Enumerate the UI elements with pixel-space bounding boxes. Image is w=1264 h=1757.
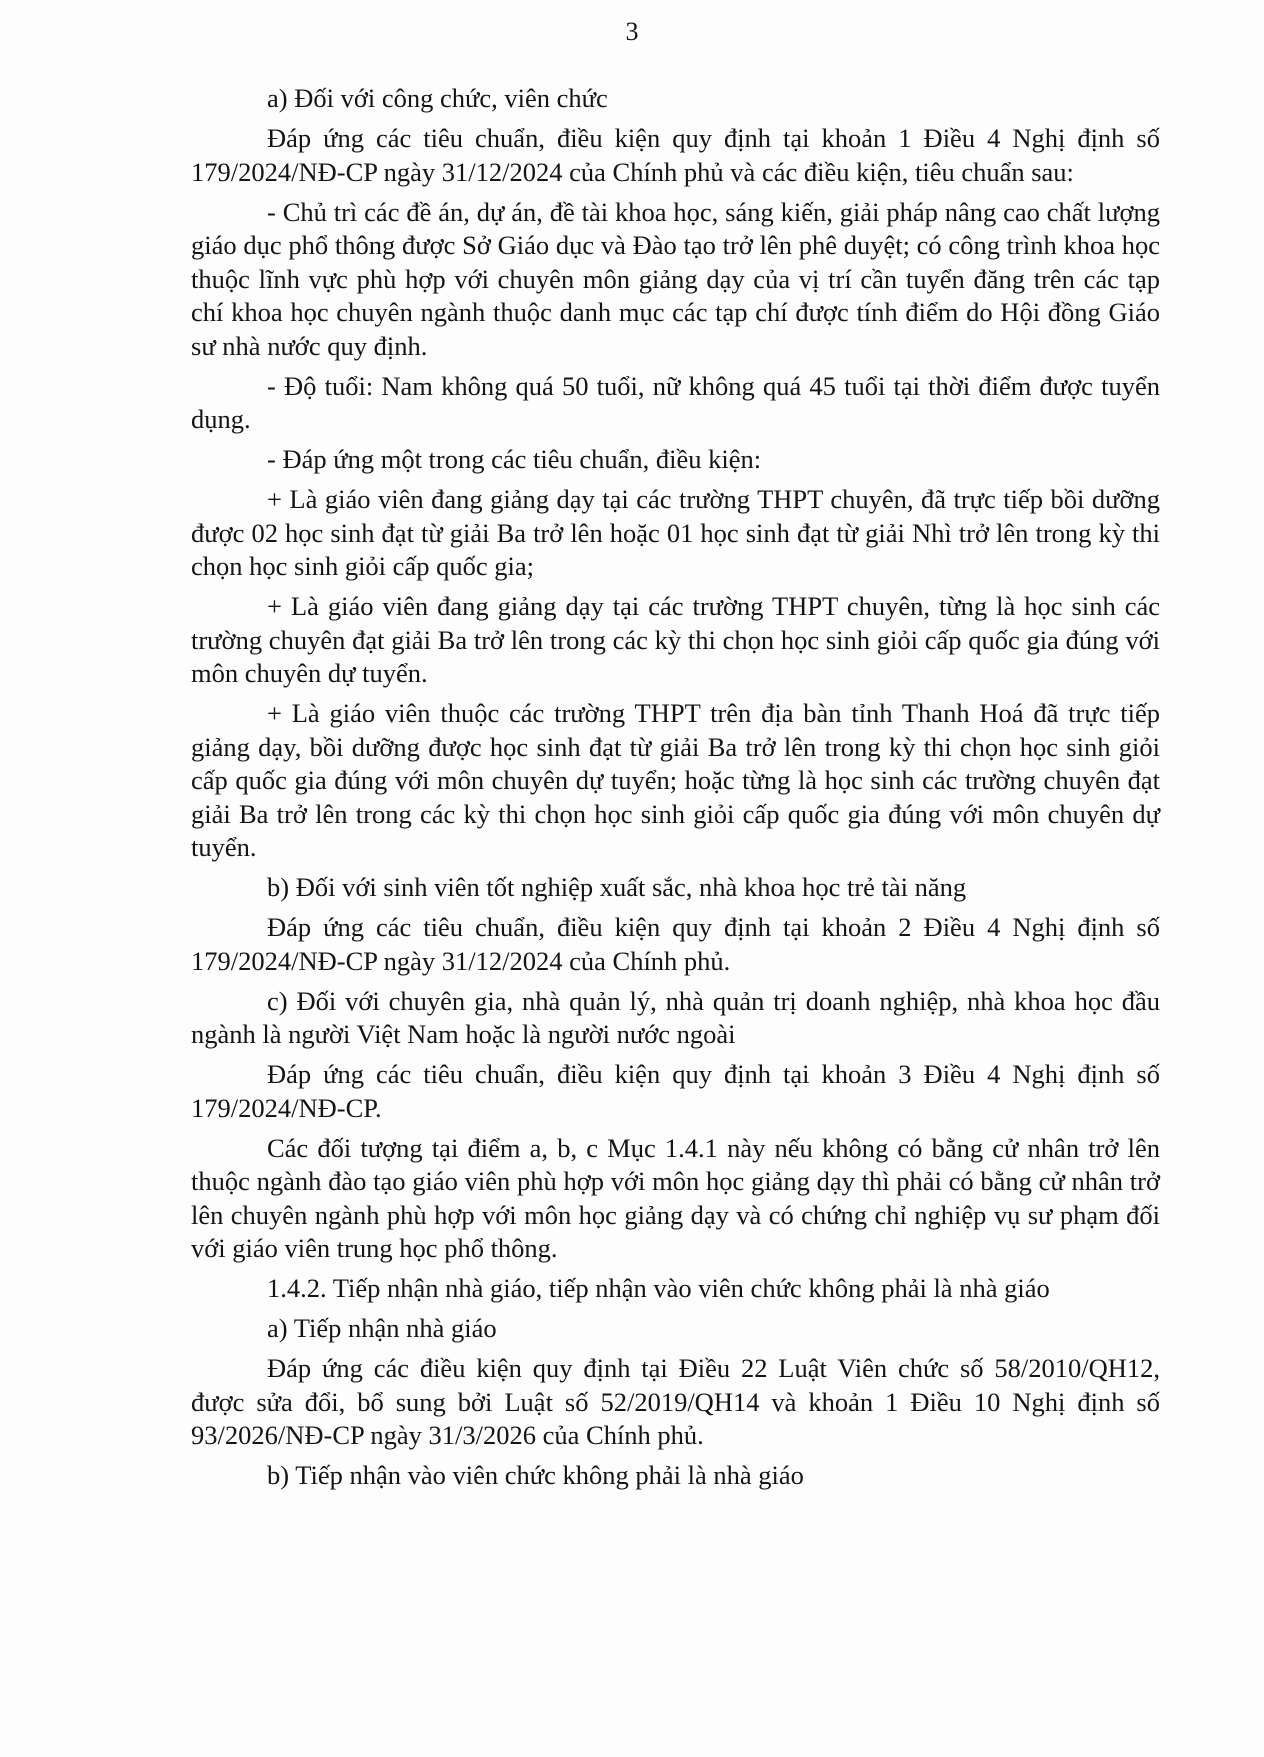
paragraph: Các đối tượng tại điểm a, b, c Mục 1.4.1 này nếu không có bằng cử nhân trở lên thuộc ngành đào tạo giáo viên phù hợp với môn học giảng dạy thì phải có bằng cử nhân trở lên chuyên ngành phù hợp với môn học giảng dạy và có chứng chỉ nghiệp vụ sư phạm đối với giáo viên trung học phổ thông. <box>191 1132 1160 1263</box>
paragraph: Đáp ứng các tiêu chuẩn, điều kiện quy định tại khoản 3 Điều 4 Nghị định số 179/2024/NĐ-CP. <box>191 1059 1160 1123</box>
list-item-dash: - Độ tuổi: Nam không quá 50 tuổi, nữ không quá 45 tuổi tại thời điểm được tuyển dụng. <box>191 370 1160 434</box>
list-item-dash: - Đáp ứng một trong các tiêu chuẩn, điều kiện: <box>267 444 762 474</box>
section-heading-b-tiep-nhan: b) Tiếp nhận vào viên chức không phải là nhà giáo <box>267 1460 804 1490</box>
paragraph: Đáp ứng các tiêu chuẩn, điều kiện quy định tại khoản 2 Điều 4 Nghị định số 179/2024/NĐ-CP ngày 31/12/2024 của Chính phủ. <box>191 912 1160 976</box>
list-item-plus: + Là giáo viên thuộc các trường THPT trên địa bàn tỉnh Thanh Hoá đã trực tiếp giảng dạy, bồi dưỡng được học sinh đạt từ giải Ba trở lên trong kỳ thi chọn học sinh giỏi cấp quốc gia đúng với môn chuyên dự tuyển; hoặc từng là học sinh các trường chuyên đạt giải Ba trở lên trong các kỳ thi chọn học sinh giỏi cấp quốc gia đúng với môn chuyên dự tuyển. <box>191 698 1160 862</box>
list-item-plus: + Là giáo viên đang giảng dạy tại các trường THPT chuyên, từng là học sinh các trường chuyên đạt giải Ba trở lên trong các kỳ thi chọn học sinh giỏi cấp quốc gia đúng với môn chuyên dự tuyển. <box>191 591 1160 688</box>
subsection-heading-1-4-2: 1.4.2. Tiếp nhận nhà giáo, tiếp nhận vào viên chức không phải là nhà giáo <box>267 1273 1050 1303</box>
section-heading-b: b) Đối với sinh viên tốt nghiệp xuất sắc, nhà khoa học trẻ tài năng <box>267 872 967 902</box>
paragraph: Đáp ứng các tiêu chuẩn, điều kiện quy định tại khoản 1 Điều 4 Nghị định số 179/2024/NĐ-CP ngày 31/12/2024 của Chính phủ và các điều kiện, tiêu chuẩn sau: <box>191 123 1160 187</box>
paragraph: Đáp ứng các điều kiện quy định tại Điều 22 Luật Viên chức số 58/2010/QH12, được sửa đổi, bổ sung bởi Luật số 52/2019/QH14 và khoản 1 Điều 10 Nghị định số 93/2026/NĐ-CP ngày 31/3/2026 của Chính phủ. <box>191 1353 1160 1450</box>
list-item-plus: + Là giáo viên đang giảng dạy tại các trường THPT chuyên, đã trực tiếp bồi dưỡng được 02 học sinh đạt từ giải Ba trở lên hoặc 01 học sinh đạt từ giải Nhì trở lên trong kỳ thi chọn học sinh giỏi cấp quốc gia; <box>191 484 1160 581</box>
section-heading-c: c) Đối với chuyên gia, nhà quản lý, nhà quản trị doanh nghiệp, nhà khoa học đầu ngành là người Việt Nam hoặc là người nước ngoài <box>191 985 1160 1049</box>
section-heading-a-tiep-nhan: a) Tiếp nhận nhà giáo <box>267 1313 497 1343</box>
page-number: 3 <box>625 17 639 46</box>
section-heading-a: a) Đối với công chức, viên chức <box>267 83 608 113</box>
document-body <box>191 82 1160 1499</box>
list-item-dash: - Chủ trì các đề án, dự án, đề tài khoa học, sáng kiến, giải pháp nâng cao chất lượng giáo dục phổ thông được Sở Giáo dục và Đào tạo trở lên phê duyệt; có công trình khoa học thuộc lĩnh vực phù hợp với chuyên môn giảng dạy của vị trí cần tuyển đăng trên các tạp chí khoa học chuyên ngành thuộc danh mục các tạp chí được tính điểm do Hội đồng Giáo sư nhà nước quy định. <box>191 196 1160 361</box>
